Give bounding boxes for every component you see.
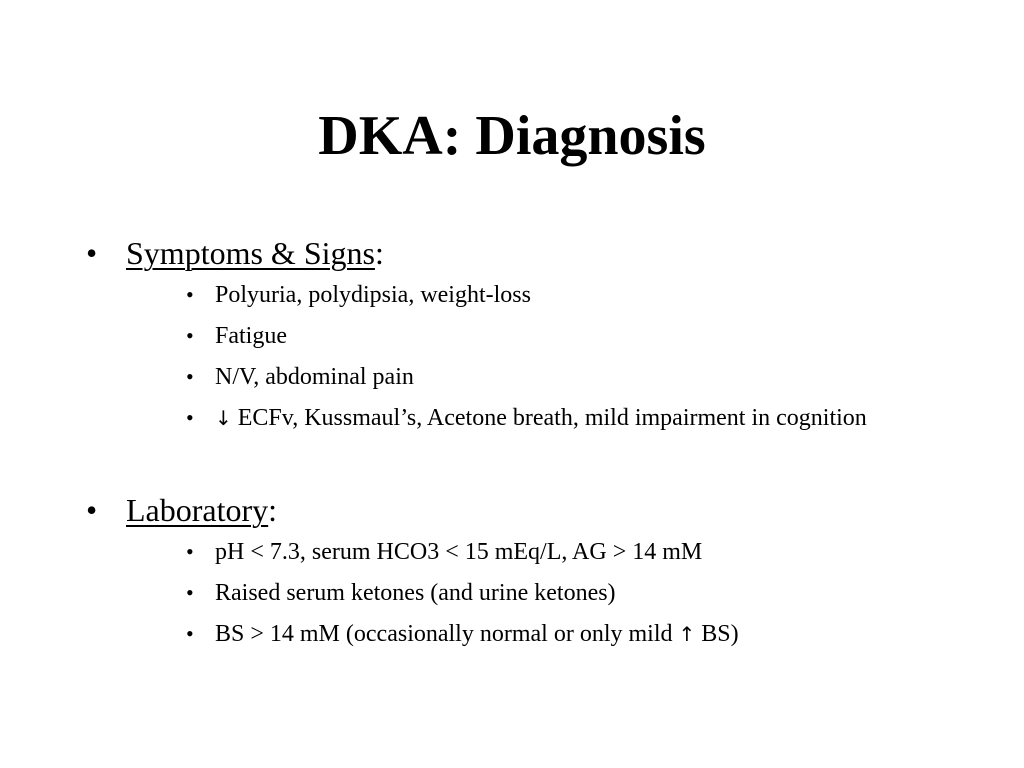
list-item	[186, 535, 886, 569]
sub-bullet-dot: •	[186, 282, 194, 307]
list-item-text: ECFv, Kussmaul’s, Acetone breath, mild impairment in cognition	[237, 405, 867, 431]
list-item-text: Raised serum ketones (and urine ketones)	[215, 580, 616, 606]
bullet-dot: •	[86, 492, 98, 528]
bullet-symptoms-signs	[86, 230, 986, 276]
list-item	[186, 401, 886, 435]
sub-bullet-dot: •	[186, 580, 194, 605]
list-item	[186, 617, 886, 651]
sub-bullet-dot: •	[186, 539, 194, 564]
list-item-text-suffix: BS)	[701, 621, 739, 647]
list-item-text: BS > 14 mM (occasionally normal or only mild	[215, 621, 673, 647]
list-item	[186, 319, 886, 353]
symptoms-sublist	[186, 278, 886, 435]
slide-title: DKA: Diagnosis	[318, 105, 706, 167]
down-arrow-icon: ↓	[215, 406, 232, 430]
laboratory-sublist	[186, 535, 886, 651]
list-item-text: Fatigue	[215, 323, 287, 349]
list-item-text: Polyuria, polydipsia, weight-loss	[215, 282, 531, 308]
section-laboratory	[86, 487, 986, 658]
section-symptoms-signs	[86, 230, 986, 442]
list-item-text: pH < 7.3, serum HCO3 < 15 mEq/L, AG > 14 mM	[215, 539, 703, 565]
heading-colon: :	[374, 235, 384, 271]
sub-bullet-dot: •	[186, 621, 194, 646]
sub-bullet-dot: •	[186, 364, 194, 389]
bullet-laboratory	[86, 487, 986, 533]
list-item	[186, 278, 886, 312]
section-heading: Symptoms & Signs	[126, 235, 375, 271]
heading-colon: :	[268, 492, 278, 528]
bullet-dot: •	[86, 235, 98, 271]
sub-bullet-dot: •	[186, 323, 194, 348]
up-arrow-icon: ↑	[678, 622, 696, 646]
list-item	[186, 576, 886, 610]
list-item-text: N/V, abdominal pain	[215, 364, 414, 390]
section-heading: Laboratory	[126, 492, 269, 528]
sub-bullet-dot: •	[186, 405, 194, 430]
list-item	[186, 360, 886, 394]
